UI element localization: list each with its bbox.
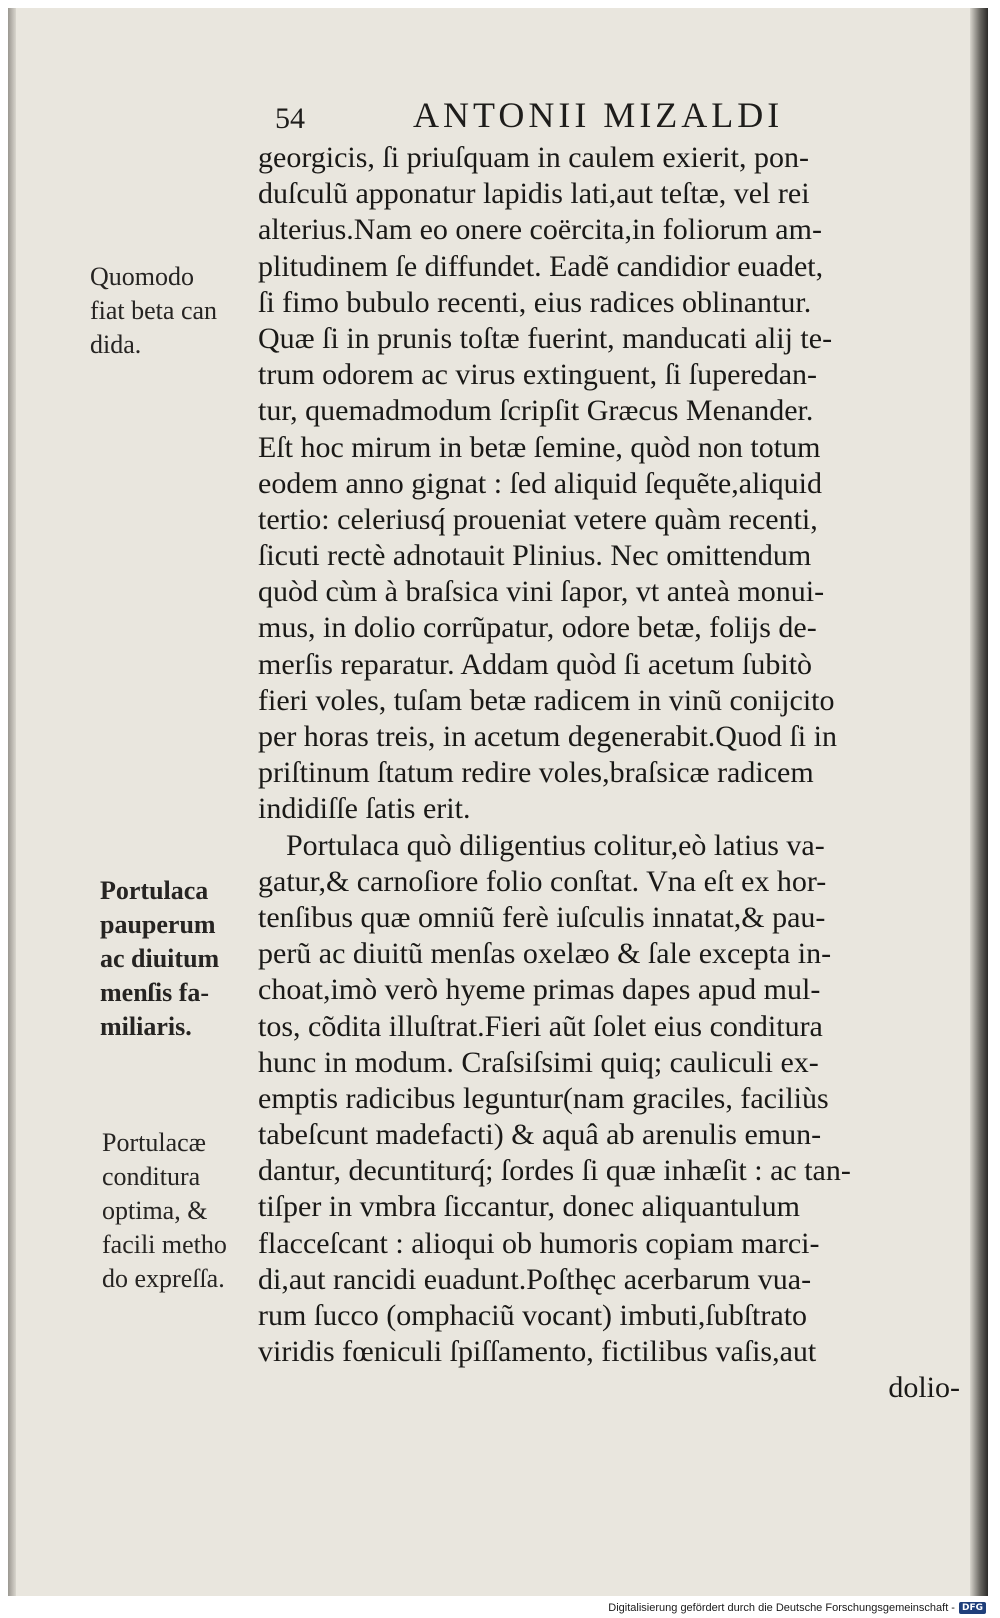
text-line: eodem anno gignat : ſed aliquid ſequẽte,aliquid bbox=[258, 466, 823, 500]
text-line: perũ ac diuitũ menſas oxelæo & ſale excepta in- bbox=[258, 937, 832, 971]
text-line: tos, cõdita illuſtrat.Fieri aũt ſolet eius conditura bbox=[258, 1009, 823, 1043]
text-line: Eſt hoc mirum in betæ ſemine, quòd non totum bbox=[258, 430, 821, 464]
text-line: rum ſucco (omphaciũ vocant) imbuti,ſubſtrato bbox=[258, 1299, 808, 1332]
text-line: choat,imò verò hyeme primas dapes apud mul- bbox=[258, 973, 821, 1007]
text-line: flacceſcant : alioqui ob humoris copiam marci- bbox=[258, 1226, 820, 1260]
text-line: dantur, decuntiturq́; ſordes ſi quæ inhæſit : ac tan- bbox=[258, 1154, 851, 1188]
text-line: mus, in dolio corrũpatur, odore betæ, folijs de- bbox=[258, 611, 817, 645]
text-line: tertio: celeriusq́ proueniat vetere quàm recenti, bbox=[258, 502, 818, 536]
text-line: di,aut rancidi euadunt.Poſthęc acerbarum vua- bbox=[258, 1262, 812, 1296]
text-line: fieri voles, tuſam betæ radicem in vinũ conijcito bbox=[258, 683, 835, 717]
margin-note-portulaca bbox=[100, 874, 270, 1044]
margin-note-line: facili metho bbox=[102, 1230, 227, 1259]
text-line: Portulaca quò diligentius colitur,eò latius va- bbox=[286, 828, 825, 862]
margin-notes bbox=[90, 8, 260, 1508]
margin-note-conditura bbox=[102, 1126, 272, 1296]
margin-note-line: pauperum bbox=[100, 910, 216, 939]
page-gutter-shadow bbox=[970, 8, 988, 1596]
text-line: ſicuti rectè adnotauit Plinius. Nec omittendum bbox=[258, 539, 812, 573]
digitization-credit bbox=[608, 1602, 986, 1614]
margin-note-line: ac diuitum bbox=[100, 944, 220, 973]
text-line: georgicis, ſi priuſquam in caulem exierit, pon- bbox=[258, 141, 809, 174]
text-line: quòd cùm à braſsica vini ſapor, vt anteà monui- bbox=[258, 575, 825, 609]
text-line: Quæ ſi in prunis toſtæ fuerint, manducati alij te- bbox=[258, 321, 833, 355]
page-number: 54 bbox=[275, 102, 305, 135]
margin-note-line: Quomodo bbox=[90, 262, 194, 291]
page-left-edge bbox=[8, 8, 16, 1596]
book-page bbox=[8, 8, 988, 1596]
margin-note-beta bbox=[90, 260, 260, 362]
text-line: alterius.Nam eo onere coërcita,in foliorum am- bbox=[258, 213, 822, 247]
text-line: ſi fimo bubulo recenti, eius radices oblinantur. bbox=[258, 285, 812, 319]
text-line: trum odorem ac virus extinguent, ſi ſuperedan- bbox=[258, 358, 817, 392]
body-text bbox=[258, 140, 968, 1407]
margin-note-line: Portulaca bbox=[100, 876, 209, 905]
margin-note-line: menſis fa- bbox=[100, 978, 210, 1007]
text-line: tenſibus quæ omniũ ferè iuſculis innatat,& pau- bbox=[258, 900, 826, 934]
text-line: plitudinem ſe diffundet. Eadẽ candidior euadet, bbox=[258, 249, 824, 283]
running-head bbox=[263, 94, 823, 144]
text-line: emptis radicibus leguntur(nam graciles, faciliùs bbox=[258, 1081, 829, 1115]
credit-text: Digitalisierung gefördert durch die Deutsche Forschungsgemeinschaft - bbox=[608, 1602, 955, 1614]
text-line: tur, quemadmodum ſcripſit Græcus Menander. bbox=[258, 394, 814, 428]
text-line: indidiſſe ſatis erit. bbox=[258, 792, 471, 826]
margin-note-line: optima, & bbox=[102, 1196, 208, 1225]
running-title: ANTONII MIZALDI bbox=[413, 95, 784, 135]
text-line: duſculũ apponatur lapidis lati,aut teſtæ, vel rei bbox=[258, 177, 810, 211]
margin-note-line: do expreſſa. bbox=[102, 1264, 225, 1293]
text-line: priſtinum ſtatum redire voles,braſsicæ radicem bbox=[258, 756, 814, 790]
margin-note-line: miliaris. bbox=[100, 1012, 192, 1041]
dfg-logo-icon: DFG bbox=[959, 1602, 986, 1614]
catchword: dolio- bbox=[888, 1371, 960, 1405]
text-line: hunc in modum. Craſsiſsimi quiq; cauliculi ex- bbox=[258, 1045, 819, 1079]
text-line: viridis fœniculi ſpiſſamento, fictilibus vaſis,aut bbox=[258, 1335, 817, 1369]
margin-note-line: conditura bbox=[102, 1162, 201, 1191]
margin-note-line: fiat beta can bbox=[90, 296, 218, 325]
text-line: merſis reparatur. Addam quòd ſi acetum ſubitò bbox=[258, 647, 813, 681]
text-line: gatur,& carnoſiore folio conſtat. Vna eſt ex hor- bbox=[258, 864, 827, 898]
text-line: tabeſcunt madefacti) & aquâ ab arenulis emun- bbox=[258, 1118, 822, 1152]
text-line: per horas treis, in acetum degenerabit.Quod ſi in bbox=[258, 720, 837, 753]
margin-note-line: dida. bbox=[90, 330, 142, 359]
text-line: tiſper in vmbra ſiccantur, donec aliquantulum bbox=[258, 1190, 800, 1224]
margin-note-line: Portulacæ bbox=[102, 1128, 206, 1157]
